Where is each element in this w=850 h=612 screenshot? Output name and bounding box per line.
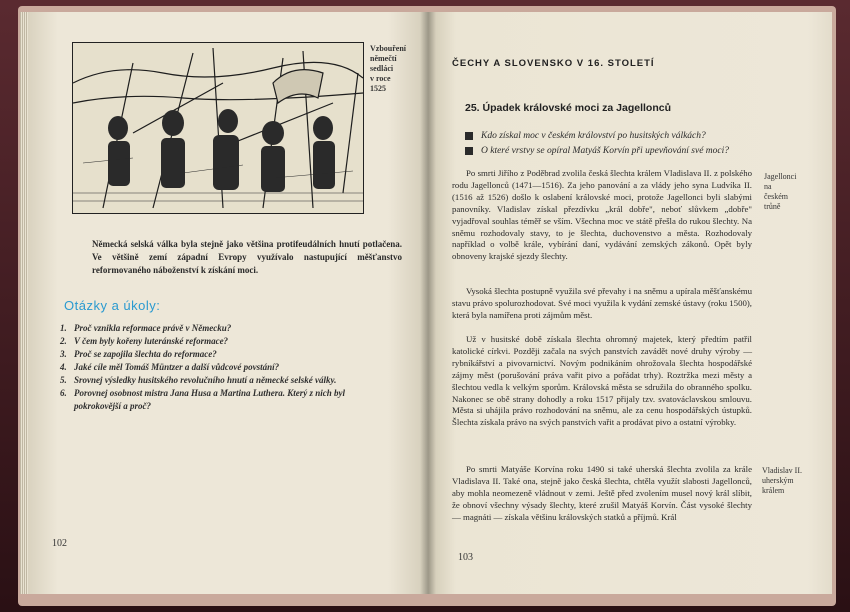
question-text: Proč se zapojila šlechta do reformace? [74, 349, 217, 359]
questions-heading: Otázky a úkoly: [64, 298, 161, 313]
question-item [60, 335, 390, 348]
intro-question-text: Kdo získal moc v českém království po husitských válkách? [481, 131, 706, 141]
question-text: Porovnej osobnost mistra Jana Husa a Martina Luthera. Který z nich byl pokrokovější a proč? [74, 388, 346, 411]
caption-line: němečtí [370, 54, 397, 63]
book-gutter [420, 12, 436, 594]
margin-note-vladislav [762, 466, 802, 496]
section-title: 25. Úpadek královské moci za Jagellonců [465, 102, 672, 114]
question-number: 2. [60, 336, 67, 346]
question-number: 4. [60, 362, 67, 372]
caption-line: Vzbouření [370, 44, 406, 53]
margin-note-line: Vladislav II. [762, 466, 802, 475]
caption-line: sedláci [370, 64, 394, 73]
question-text: Jaké cíle měl Tomáš Müntzer a další vůdcové povstání? [74, 362, 280, 372]
margin-note-line: uherským [762, 476, 794, 485]
chapter-title: ČECHY A SLOVENSKO V 16. STOLETÍ [452, 58, 655, 69]
question-text: V čem byly kořeny luteránské reformace? [74, 336, 229, 346]
question-number: 6. [60, 388, 67, 398]
question-item [60, 322, 390, 335]
question-text: Proč vznikla reformace právě v Německu? [74, 323, 232, 333]
peasant-war-woodcut-image [73, 43, 363, 213]
left-page-number: 102 [52, 538, 67, 549]
question-number: 3. [60, 349, 67, 359]
margin-note-line: trůně [764, 202, 781, 211]
question-text: Srovnej výsledky husitského revolučního hnutí a německé selské války. [74, 375, 337, 385]
paragraph: Vysoká šlechta postupně využila své převahy i na sněmu a upírala měšťanskému stavu právo spolurozhodovat. Své moci využila k vydání zemské ústavy (roku 1500), která byla namířena proti zájmům měst. [452, 286, 752, 320]
intro-question [465, 145, 785, 158]
woodcut-illustration [72, 42, 364, 214]
caption-line: v roce [370, 74, 391, 83]
questions-list [60, 322, 390, 413]
margin-note-line: králem [762, 486, 785, 495]
question-item [60, 387, 390, 413]
paragraph: Po smrti Matyáše Korvína roku 1490 si také uherská šlechta zvolila za krále Vladislava II. Také ona, stejně jako česká šlechta, chtěla využít slabosti Jagellonců, aby mohla neomezeně vládnout v zemi. Ještě před zvolením musel nový král slíbit, že obnoví všechny výsady šlechty, které zrušil Matyáš Korvín. Část vysoké šlechty — magnáti — získala většinu královských statků a příjmů. Král [452, 464, 752, 522]
paragraph: Po smrti Jiřího z Poděbrad zvolila česká šlechta králem Vladislava II. z polského rodu Jagellonců (1471—1516). Za jeho panování a za vlády jeho syna Ludvíka II. (1516 až 1526) došlo k oslabení královské moci, protože Jagellonci byli slabými panovníky. Vladislav získal přezdívku „král dobře", neboť slůvkem „dobře" vyjadřoval souhlas téměř se vším. Všechna moc ve státě přešla do rukou šlechty. Na sněmu rozhodovaly stavy, to je šlechta, duchovenstvo a města. Rozhodovaly například o volbě krále, vybírání daní, vydávání zemských zákonů. Opět byly obnoveny krajské sjezdy šlechty. [452, 168, 752, 262]
question-number: 5. [60, 375, 67, 385]
question-number: 1. [60, 323, 67, 333]
margin-note-line: českém [764, 192, 788, 201]
caption-line: 1525 [370, 84, 386, 93]
question-item [60, 348, 390, 361]
question-item [60, 361, 390, 374]
intro-question [465, 130, 785, 143]
figure-caption [370, 44, 418, 94]
figure-summary-text: Německá selská válka byla stejně jako většina protifeudálních hnutí potlačena. Ve většině zemí západní Evropy využívalo nastupující měšťanstvo reformovaného náboženství k získání moci. [92, 239, 402, 275]
intro-question-text: O které vrstvy se opíral Matyáš Korvín při upevňování své moci? [481, 146, 729, 156]
right-page-number: 103 [458, 552, 473, 563]
paragraph: Už v husitské době získala šlechta ohromný majetek, který předtím patřil katolické církvi. Později začala na svých panstvích zavádět nové druhy výroby — rybníkářství a pivovarnictví. Novým podnikáním ohrožovala šlechta hospodářské zájmy měst (porušování práva vařit pivo a pořádat trhy). Roztržka mezi městy a šlechtou vedla k velkým sporům. Královská města se sdružila do obranného spolku. Nakonec se obě strany dohodly a roku 1517 přijaly tzv. svatováclavskou smlouvu. Města si uhájila právo rozhodování na sněmu, ale za cenu hospodářských ústupků. Šlechta získala právo na svých panstvích vařit a prodávat pivo a ostatní výrobky. [452, 334, 752, 428]
square-bullet-icon [465, 147, 473, 155]
margin-note-line: na [764, 182, 772, 191]
square-bullet-icon [465, 132, 473, 140]
margin-note-jagellonci [764, 172, 796, 212]
margin-note-line: Jagellonci [764, 172, 797, 181]
question-item [60, 374, 390, 387]
